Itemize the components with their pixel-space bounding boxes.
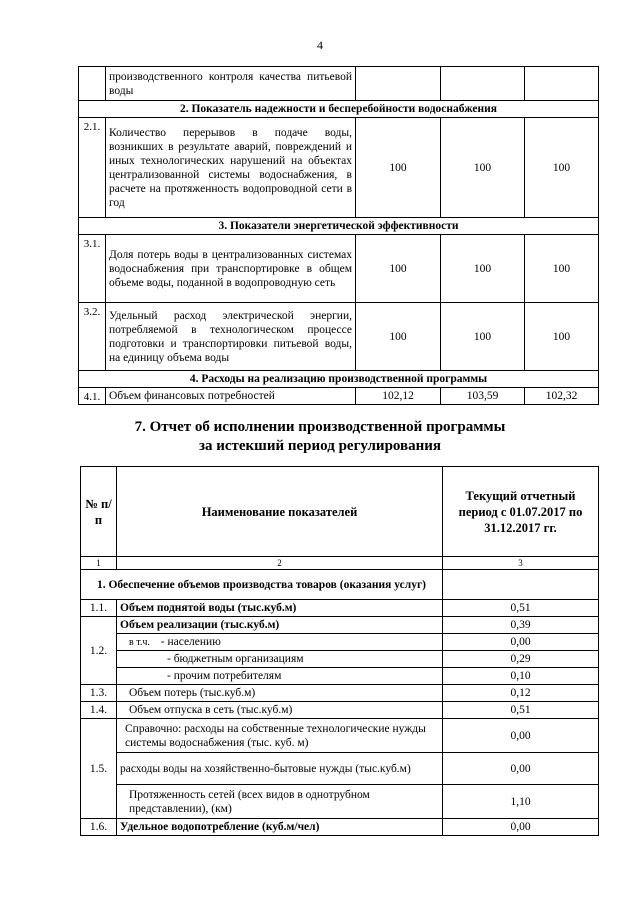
row-number: 1.1.	[81, 600, 117, 617]
table-row	[81, 753, 599, 785]
section-row	[79, 371, 599, 388]
row-prefix: в т.ч.	[129, 636, 150, 648]
row-name	[117, 634, 443, 651]
table-row	[81, 651, 599, 668]
row-name: - прочим потребителям	[117, 668, 443, 685]
header-number: № п/п	[81, 467, 117, 557]
table-row	[81, 702, 599, 719]
row-subname: - населению	[160, 635, 221, 648]
row-value: 0,39	[443, 617, 599, 634]
row-value: 0,12	[443, 685, 599, 702]
table-row	[81, 668, 599, 685]
table-row	[79, 67, 599, 101]
row-value	[441, 67, 525, 101]
row-number: 4.1.	[79, 388, 106, 405]
report-title-line2: за истекший период регулирования	[198, 438, 442, 454]
row-number: 3.2.	[79, 303, 106, 371]
section-row	[81, 570, 599, 600]
column-index: 2	[117, 557, 443, 570]
table-row	[79, 235, 599, 303]
row-value: 1,10	[443, 785, 599, 819]
report-title	[0, 418, 640, 456]
table-row	[79, 388, 599, 405]
header-period: Текущий отчетный период с 01.07.2017 по 31.12.2017 гг.	[443, 467, 599, 557]
row-value: 0,00	[443, 719, 599, 753]
row-value: 103,59	[441, 388, 525, 405]
row-description: производственного контроля качества питьевой воды	[106, 67, 356, 101]
row-description: Количество перерывов в подаче воды, возникших в результате аварий, повреждений и иных технологических нарушений на объектах централизованной системы водоснабжения, в расчете на протяженность водопроводной сети в год	[106, 118, 356, 218]
row-value: 0,51	[443, 702, 599, 719]
row-description: Доля потерь воды в централизованных системах водоснабжения при транспортировке в общем объеме воды, поданной в водопроводную сеть	[106, 235, 356, 303]
table-row	[81, 785, 599, 819]
indicators-table	[78, 66, 599, 405]
row-value: 100	[356, 118, 441, 218]
table-row	[81, 600, 599, 617]
row-number	[79, 67, 106, 101]
section-row	[79, 218, 599, 235]
row-value: 0,00	[443, 819, 599, 836]
row-value: 100	[525, 118, 599, 218]
table-row	[81, 634, 599, 651]
row-value	[356, 67, 441, 101]
row-number: 1.2.	[81, 617, 117, 685]
row-name: Удельное водопотребление (куб.м/чел)	[117, 819, 443, 836]
row-value: 100	[441, 303, 525, 371]
section-header: 1. Обеспечение объемов производства товаров (оказания услуг)	[81, 570, 443, 600]
row-value: 0,10	[443, 668, 599, 685]
row-value: 100	[441, 118, 525, 218]
row-number: 1.5.	[81, 719, 117, 819]
section-header: 2. Показатель надежности и бесперебойности водоснабжения	[79, 101, 599, 118]
report-table	[80, 466, 599, 836]
section-header: 4. Расходы на реализацию производственной программы	[79, 371, 599, 388]
column-index: 3	[443, 557, 599, 570]
header-name: Наименование показателей	[117, 467, 443, 557]
page-number: 4	[317, 38, 323, 52]
row-value: 102,12	[356, 388, 441, 405]
row-value: 100	[441, 235, 525, 303]
table-row	[81, 685, 599, 702]
row-number: 3.1.	[79, 235, 106, 303]
index-row	[81, 557, 599, 570]
table-row	[81, 617, 599, 634]
row-number: 1.6.	[81, 819, 117, 836]
table-row	[81, 719, 599, 753]
row-value: 0,00	[443, 634, 599, 651]
row-value: 0,51	[443, 600, 599, 617]
section-header: 3. Показатели энергетической эффективности	[79, 218, 599, 235]
row-name: - бюджетным организациям	[117, 651, 443, 668]
row-value: 102,32	[525, 388, 599, 405]
row-value: 100	[525, 303, 599, 371]
row-name: Объем реализации (тыс.куб.м)	[117, 617, 443, 634]
section-row	[79, 101, 599, 118]
row-value: 0,00	[443, 753, 599, 785]
row-value: 100	[525, 235, 599, 303]
column-index: 1	[81, 557, 117, 570]
row-value: 100	[356, 235, 441, 303]
row-description: Объем финансовых потребностей	[106, 388, 356, 405]
row-name: Объем отпуска в сеть (тыс.куб.м)	[117, 702, 443, 719]
table-row	[81, 819, 599, 836]
row-name: расходы воды на хозяйственно-бытовые нужды (тыс.куб.м)	[117, 753, 443, 785]
row-number: 1.3.	[81, 685, 117, 702]
row-description: Удельный расход электрической энергии, потребляемой в технологическом процессе подготовки и транспортировки питьевой воды, на единицу объема воды	[106, 303, 356, 371]
row-value	[525, 67, 599, 101]
row-number: 2.1.	[79, 118, 106, 218]
table-row	[79, 303, 599, 371]
row-name: Протяженность сетей (всех видов в однотрубном представлении), (км)	[117, 785, 443, 819]
row-value: 0,29	[443, 651, 599, 668]
empty-cell	[443, 570, 599, 600]
row-name: Объем потерь (тыс.куб.м)	[117, 685, 443, 702]
table-row	[79, 118, 599, 218]
row-name: Объем поднятой воды (тыс.куб.м)	[117, 600, 443, 617]
report-title-line1: 7. Отчет об исполнении производственной программы	[134, 419, 506, 435]
header-row	[81, 467, 599, 557]
row-name: Справочно: расходы на собственные технологические нужды системы водоснабжения (тыс. куб. м)	[117, 719, 443, 753]
row-number: 1.4.	[81, 702, 117, 719]
row-value: 100	[356, 303, 441, 371]
